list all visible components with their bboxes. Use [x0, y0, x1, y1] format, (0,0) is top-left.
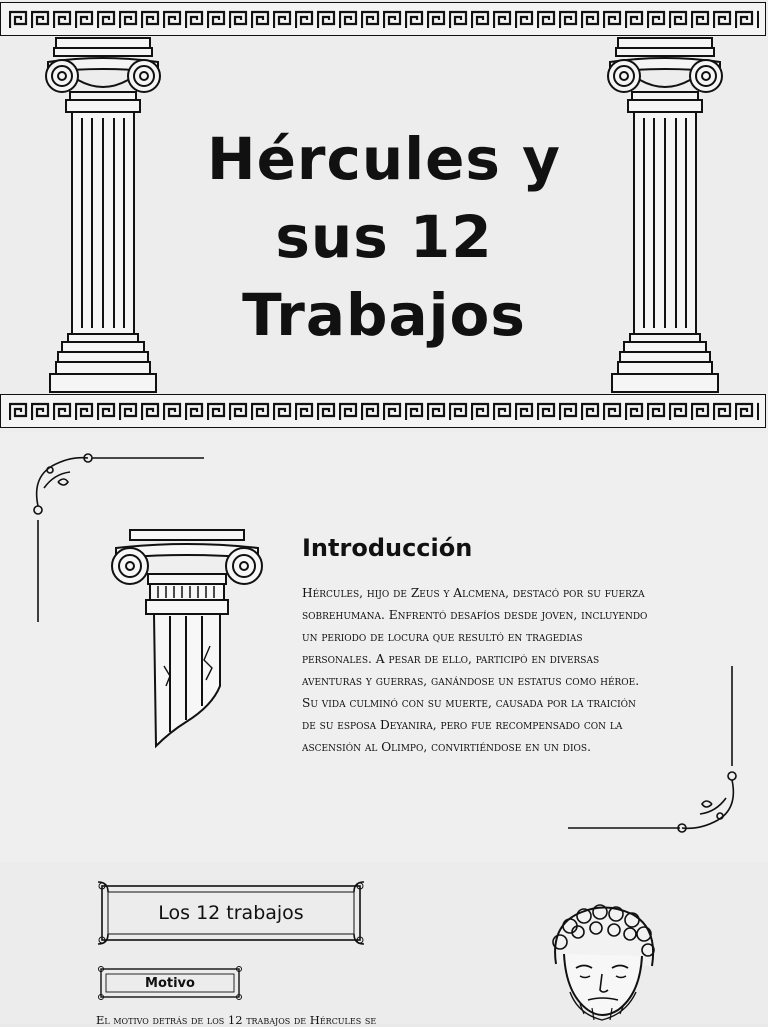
page-title — [170, 120, 598, 354]
motivo-subheading: Motivo — [145, 975, 195, 991]
introduccion-body: Hércules, hijo de Zeus y Alcmena, destacó por su fuerza sobrehumana. Enfrentó desafíos desde joven, incluyendo un periodo de locura que resultó en tragedias personales. A pesar de ello, participó en diversas aventuras y guerras, ganándose un estatus como héroe. Su vida culminó con su muerte, causada por la traición de su esposa Deyanira, pero fue recompensado con la ascensión al Olimpo, convirtiéndose en un dios. — [302, 586, 648, 754]
left-ionic-column-icon — [42, 36, 164, 394]
title-line-3: Trabajos — [242, 281, 526, 349]
right-ionic-column-icon — [604, 36, 726, 394]
broken-column-icon — [106, 526, 268, 750]
greek-key-border-top — [0, 2, 766, 36]
title-line-2: sus 12 — [275, 203, 493, 271]
greek-key-icon — [9, 10, 759, 30]
los-12-trabajos-heading: Los 12 trabajos — [158, 902, 304, 924]
title-slide — [0, 0, 768, 432]
greek-key-border-bottom — [0, 394, 766, 428]
hercules-bust-icon — [540, 904, 666, 1024]
introduccion-heading: Introducción — [302, 534, 473, 562]
title-line-1: Hércules y — [207, 125, 561, 193]
trabajos-body-start: El motivo detrás de los 12 trabajos de Hércules se — [96, 1013, 377, 1027]
greek-key-icon — [9, 402, 759, 422]
